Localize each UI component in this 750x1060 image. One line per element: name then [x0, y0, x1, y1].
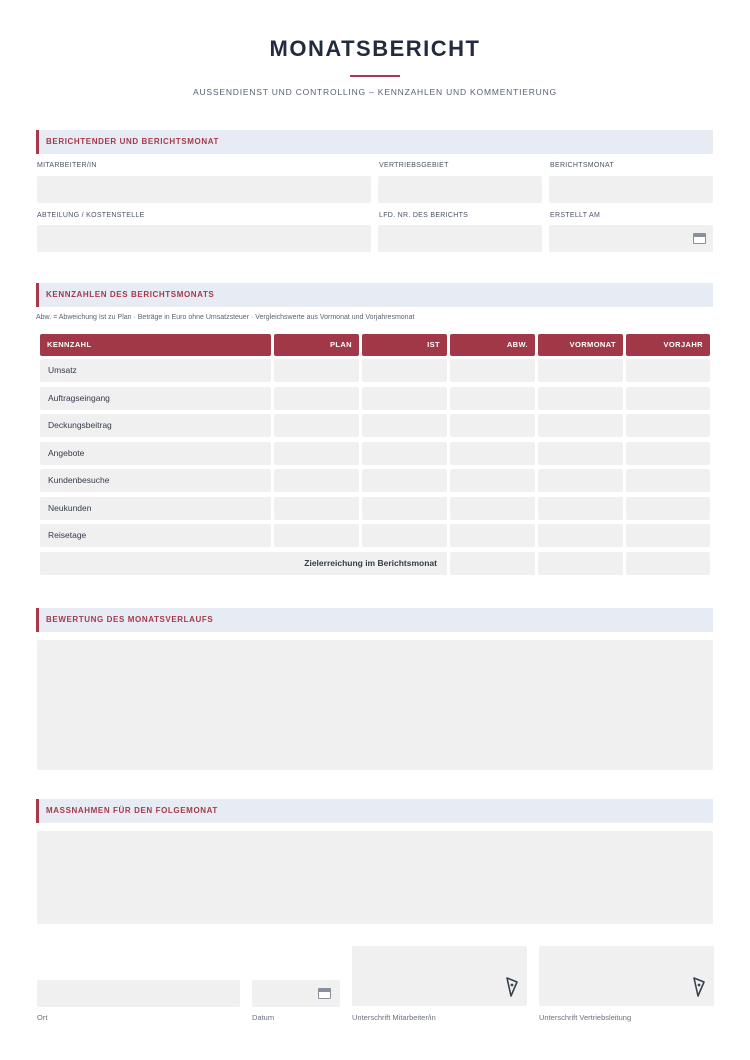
label-erstellt-am: ERSTELLT AM: [550, 212, 601, 219]
section-header-bewertung: BEWERTUNG DES MONATSVERLAUFS: [36, 608, 713, 632]
calendar-icon[interactable]: [693, 233, 706, 244]
table-cell-input[interactable]: [362, 524, 447, 547]
table-cell-input[interactable]: [538, 524, 623, 547]
berichtsmonat-field[interactable]: [549, 176, 713, 203]
bewertung-textarea[interactable]: [37, 640, 713, 770]
table-cell-input[interactable]: [274, 414, 359, 437]
page-subtitle: AUSSENDIENST UND CONTROLLING – KENNZAHLEN UND KOMMENTIERUNG: [193, 87, 557, 97]
table-cell-input[interactable]: [450, 497, 535, 520]
section-header-kennzahlen: KENNZAHLEN DES BERICHTSMONATS: [36, 283, 713, 307]
table-cell-input[interactable]: [274, 524, 359, 547]
table-cell-input[interactable]: [450, 359, 535, 382]
label-datum: Datum: [252, 1013, 275, 1022]
table-cell-input[interactable]: [538, 359, 623, 382]
pen-nib-icon: [692, 976, 706, 998]
table-cell-input[interactable]: [274, 442, 359, 465]
row-label: Kundenbesuche: [40, 469, 271, 492]
label-ort: Ort: [37, 1013, 48, 1022]
table-cell-input[interactable]: [450, 469, 535, 492]
section-header-berichtender: BERICHTENDER UND BERICHTSMONAT: [36, 130, 713, 154]
title-accent-rule: [350, 75, 400, 77]
table-cell-input[interactable]: [538, 469, 623, 492]
table-cell-input[interactable]: [626, 387, 710, 410]
table-cell-input[interactable]: [450, 387, 535, 410]
table-cell-input[interactable]: [626, 359, 710, 382]
table-cell-input[interactable]: [362, 442, 447, 465]
table-cell-input[interactable]: [362, 469, 447, 492]
summary-cell-input[interactable]: [626, 552, 710, 575]
column-header-abw: ABW.: [450, 334, 535, 356]
abteilung-field[interactable]: [37, 225, 371, 252]
table-cell-input[interactable]: [538, 414, 623, 437]
column-header-ist: IST: [362, 334, 447, 356]
table-cell-input[interactable]: [274, 497, 359, 520]
table-cell-input[interactable]: [274, 359, 359, 382]
calendar-icon[interactable]: [318, 988, 331, 999]
label-unterschrift-leitung: Unterschrift Vertriebsleitung: [539, 1013, 632, 1022]
table-cell-input[interactable]: [538, 442, 623, 465]
column-header-kennzahl: KENNZAHL: [40, 334, 271, 356]
signature-mitarbeiter-field[interactable]: [352, 946, 527, 1006]
label-vertriebsgebiet: VERTRIEBSGEBIET: [379, 162, 449, 169]
table-cell-input[interactable]: [362, 359, 447, 382]
row-label: Angebote: [40, 442, 271, 465]
row-label: Umsatz: [40, 359, 271, 382]
table-note: Abw. = Abweichung Ist zu Plan · Beträge in Euro ohne Umsatzsteuer · Vergleichswerte aus Vormonat und Vorjahresmonat: [36, 314, 415, 321]
table-cell-input[interactable]: [626, 524, 710, 547]
label-abteilung: ABTEILUNG / KOSTENSTELLE: [37, 212, 145, 219]
table-cell-input[interactable]: [362, 387, 447, 410]
erstellt-am-field[interactable]: [549, 225, 713, 252]
summary-cell-input[interactable]: [538, 552, 623, 575]
table-cell-input[interactable]: [626, 469, 710, 492]
column-header-vormonat: VORMONAT: [538, 334, 623, 356]
ort-field[interactable]: [37, 980, 240, 1007]
column-header-vorjahr: VORJAHR: [626, 334, 710, 356]
massnahmen-textarea[interactable]: [37, 831, 713, 924]
table-cell-input[interactable]: [626, 414, 710, 437]
table-cell-input[interactable]: [626, 497, 710, 520]
row-label: Deckungsbeitrag: [40, 414, 271, 437]
label-mitarbeiter: MITARBEITER/IN: [37, 162, 97, 169]
table-cell-input[interactable]: [362, 414, 447, 437]
datum-field[interactable]: [252, 980, 340, 1007]
lfd-nr-field[interactable]: [378, 225, 542, 252]
table-cell-input[interactable]: [274, 387, 359, 410]
table-cell-input[interactable]: [450, 414, 535, 437]
section-header-massnahmen: MASSNAHMEN FÜR DEN FOLGEMONAT: [36, 799, 713, 823]
table-cell-input[interactable]: [450, 524, 535, 547]
pen-nib-icon: [505, 976, 519, 998]
mitarbeiter-field[interactable]: [37, 176, 371, 203]
page-title: MONATSBERICHT: [269, 36, 481, 61]
row-label: Reisetage: [40, 524, 271, 547]
summary-cell-input[interactable]: [450, 552, 535, 575]
label-berichtsmonat: BERICHTSMONAT: [550, 162, 615, 169]
vertriebsgebiet-field[interactable]: [378, 176, 542, 203]
table-cell-input[interactable]: [274, 469, 359, 492]
column-header-plan: PLAN: [274, 334, 359, 356]
row-label: Neukunden: [40, 497, 271, 520]
table-cell-input[interactable]: [362, 497, 447, 520]
row-label: Auftragseingang: [40, 387, 271, 410]
summary-label: Zielerreichung im Berichtsmonat: [40, 552, 447, 575]
table-cell-input[interactable]: [450, 442, 535, 465]
label-lfd-nr: LFD. NR. DES BERICHTS: [379, 212, 469, 219]
table-cell-input[interactable]: [538, 387, 623, 410]
table-cell-input[interactable]: [626, 442, 710, 465]
signature-leitung-field[interactable]: [539, 946, 714, 1006]
label-unterschrift-mitarbeiter: Unterschrift Mitarbeiter/in: [352, 1013, 436, 1022]
table-cell-input[interactable]: [538, 497, 623, 520]
